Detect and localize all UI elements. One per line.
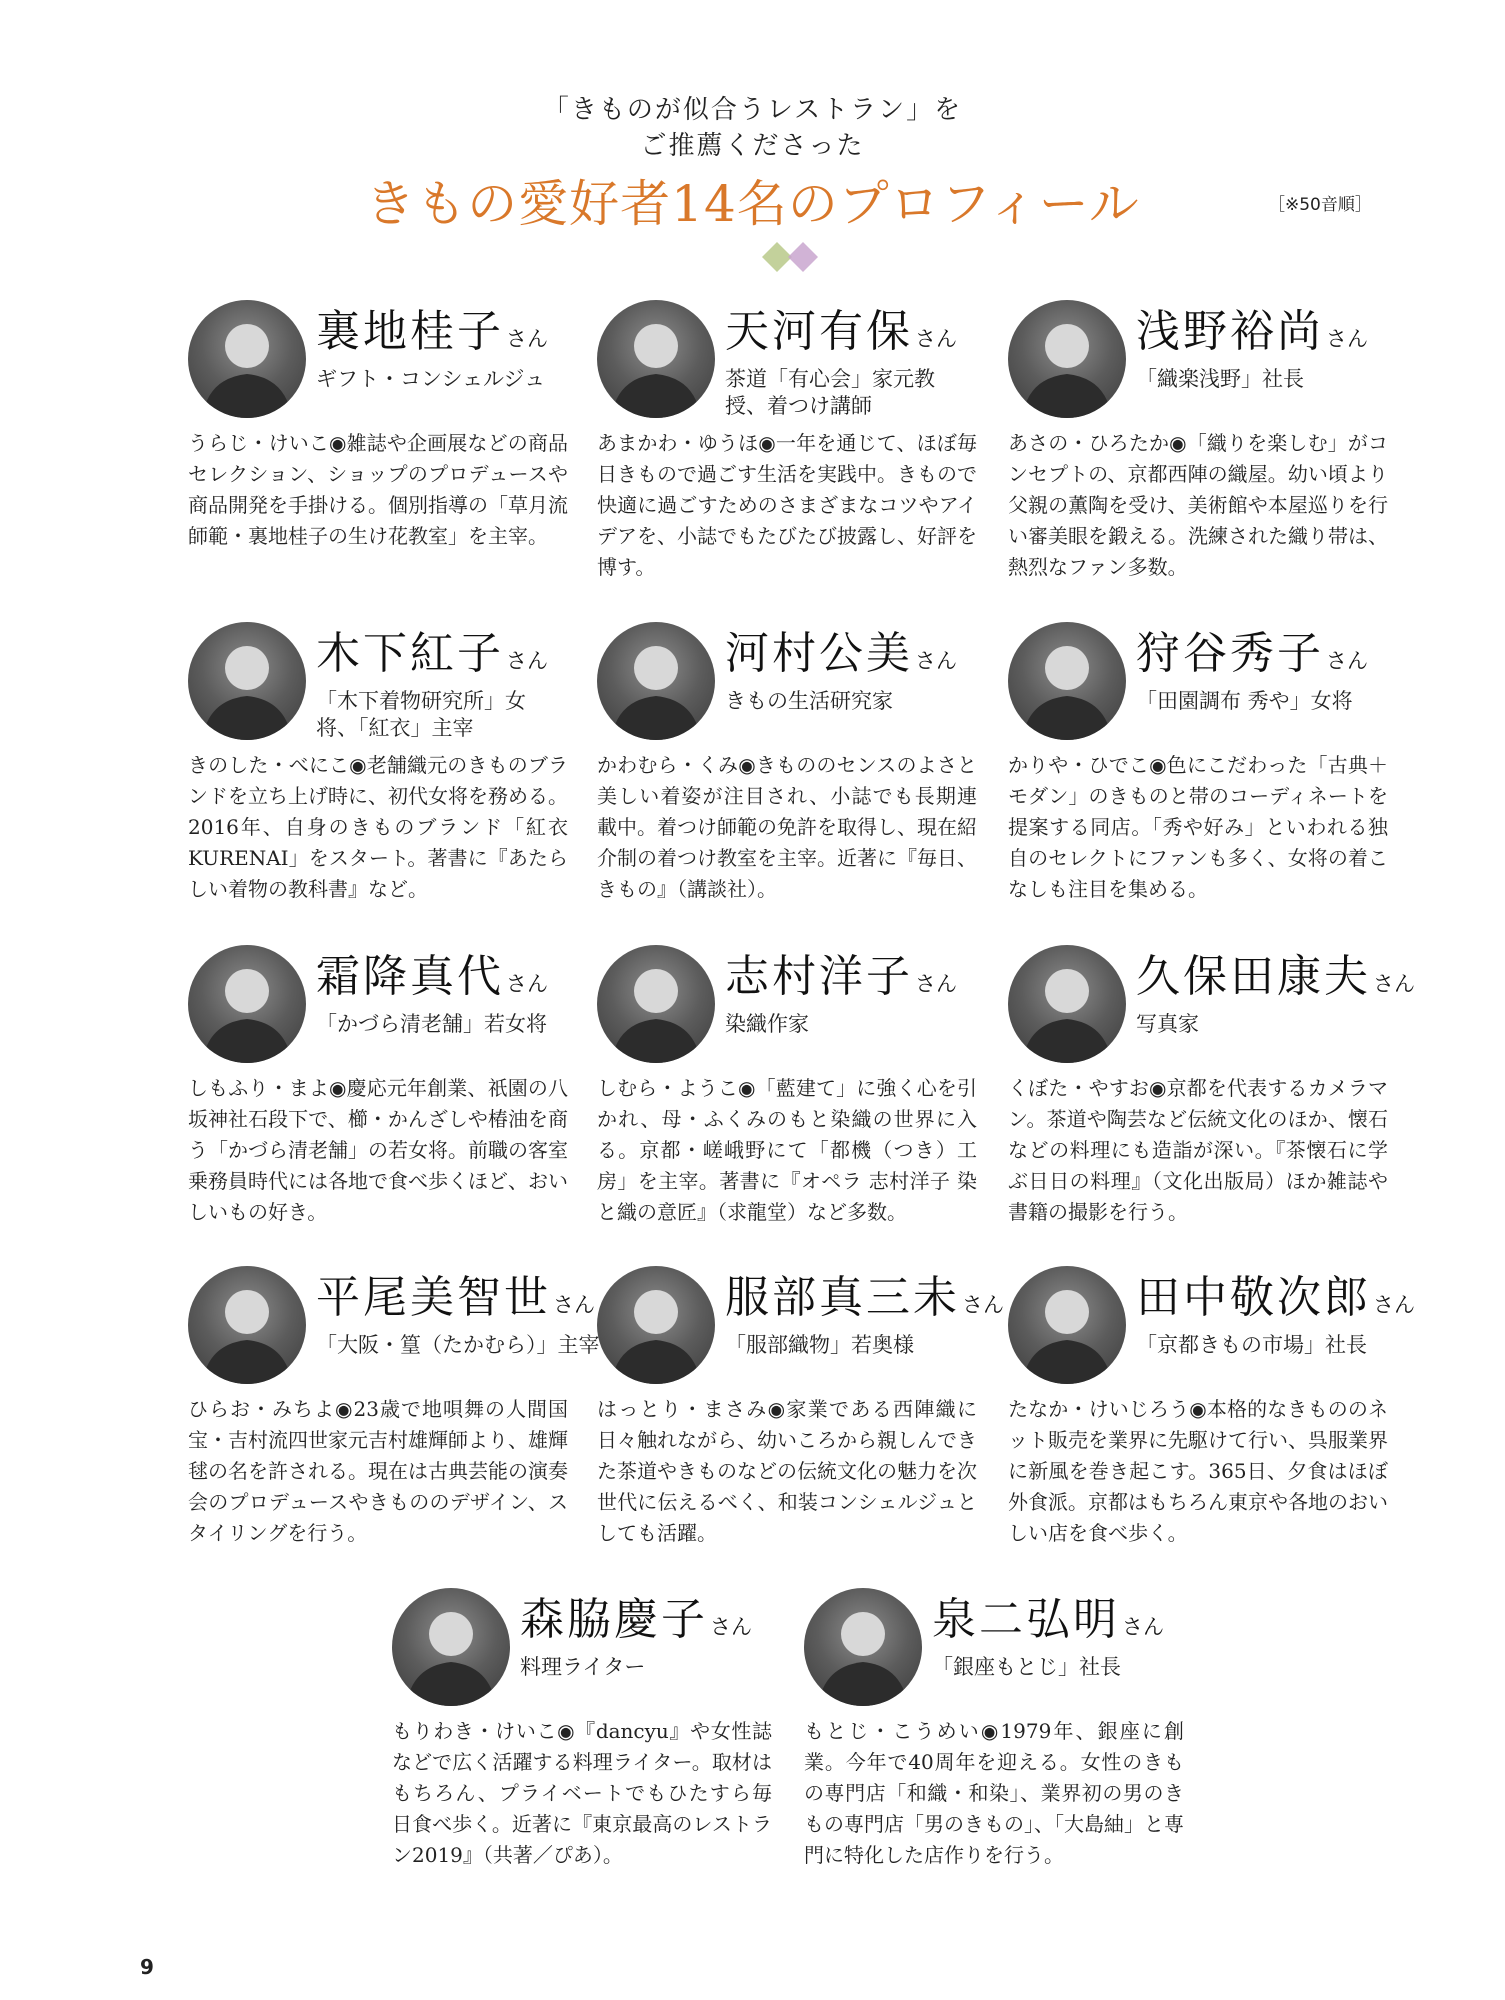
person-name: 志村洋子さん [725, 951, 957, 1002]
honorific: さん [1373, 972, 1415, 996]
profile-card [597, 300, 977, 600]
portrait-photo [597, 1266, 715, 1384]
person-title: 「織楽浅野」社長 [1136, 367, 1304, 391]
profile-card [597, 1266, 1004, 1566]
person-bio: もりわき・けいこ◉『dancyu』や女性誌などで広く活躍する料理ライター。取材はもちろん、プライベートでもひたすら毎日食べ歩く。近著に『東京最高のレストラン2019』（共著／ぴあ）。 [392, 1719, 772, 1867]
person-title: 「かづら清老舗」若女将 [316, 1012, 547, 1036]
person-title: 染織作家 [725, 1012, 809, 1036]
honorific: さん [1122, 1615, 1164, 1639]
person-bio: かわむら・くみ◉きもののセンスのよさと美しい着姿が注目され、小誌でも長期連載中。着つけ師範の免許を取得し、現在紹介制の着つけ教室を主宰。近著に『毎日、きもの』（講談社）。 [597, 753, 977, 901]
person-title: 「服部織物」若奥様 [725, 1333, 914, 1357]
portrait-photo [597, 945, 715, 1063]
honorific: さん [1326, 327, 1368, 351]
sort-order-note: ［※50音順］ [1268, 195, 1372, 215]
profile-card [188, 622, 568, 922]
portrait-photo [188, 300, 306, 418]
portrait-photo [597, 622, 715, 740]
person-name: 木下紅子さん [316, 628, 548, 679]
person-title: 茶道「有心会」家元教授、着つけ講師 [725, 367, 935, 418]
honorific: さん [1373, 1293, 1415, 1317]
person-name: 田中敬次郎さん [1136, 1272, 1415, 1323]
honorific: さん [962, 1293, 1004, 1317]
person-title: 「京都きもの市場」社長 [1136, 1333, 1367, 1357]
person-title: 「田園調布 秀や」女将 [1136, 689, 1353, 713]
person-name: 久保田康夫さん [1136, 951, 1415, 1002]
honorific: さん [1326, 649, 1368, 673]
honorific: さん [915, 972, 957, 996]
profile-card [597, 622, 977, 922]
person-title: きもの生活研究家 [725, 689, 893, 713]
person-bio: もとじ・こうめい◉1979年、銀座に創業。今年で40周年を迎える。女性のきもの専門店「和織・和染」、業界初の男のきもの専門店「男のきもの」、「大島紬」と専門に特化した店作りを行う。 [804, 1719, 1184, 1867]
portrait-photo [1008, 622, 1126, 740]
person-bio: はっとり・まさみ◉家業である西陣織に日々触れながら、幼いころから親しんできた茶道やきものなどの伝統文化の魅力を次世代に伝えるべく、和装コンシェルジュとしても活躍。 [597, 1397, 977, 1545]
portrait-photo [597, 300, 715, 418]
person-bio: たなか・けいじろう◉本格的なきもののネット販売を業界に先駆けて行い、呉服業界に新風を巻き起こす。365日、夕食はほぼ外食派。京都はもちろん東京や各地のおいしい店を食べ歩く。 [1008, 1397, 1388, 1545]
portrait-photo [804, 1588, 922, 1706]
diamond-ornament-icon [761, 240, 819, 274]
portrait-photo [188, 622, 306, 740]
person-name: 狩谷秀子さん [1136, 628, 1368, 679]
honorific: さん [915, 649, 957, 673]
profile-card [188, 300, 568, 600]
portrait-photo [392, 1588, 510, 1706]
person-bio: ひらお・みちよ◉23歳で地唄舞の人間国宝・吉村流四世家元吉村雄輝師より、雄輝毬の名を許される。現在は古典芸能の演奏会のプロデュースやきもののデザイン、スタイリングを行う。 [188, 1397, 568, 1545]
person-title: 「銀座もとじ」社長 [932, 1655, 1121, 1679]
profile-card [597, 945, 977, 1245]
person-bio: かりや・ひでこ◉色にこだわった「古典＋モダン」のきものと帯のコーディネートを提案する同店。「秀や好み」といわれる独自のセレクトにファンも多く、女将の着こなしも注目を集める。 [1008, 753, 1388, 901]
profile-card [188, 945, 568, 1245]
person-bio: しむら・ようこ◉「藍建て」に強く心を引かれ、母・ふくみのもと染織の世界に入る。京都・嵯峨野にて「都機（つき）工房」を主宰。著書に『オペラ 志村洋子 染と織の意匠』（求龍堂）など多数。 [597, 1076, 977, 1224]
person-name: 天河有保さん [725, 306, 957, 357]
honorific: さん [553, 1293, 595, 1317]
person-title: 料理ライター [520, 1655, 646, 1679]
subtitle-line-2: ご推薦くださった [640, 131, 865, 161]
portrait-photo [1008, 300, 1126, 418]
person-name: 裏地桂子さん [316, 306, 548, 357]
profile-card [1008, 622, 1388, 922]
person-title: 「大阪・篁（たかむら）」主宰 [316, 1333, 600, 1357]
page-header [0, 92, 1505, 240]
portrait-photo [188, 1266, 306, 1384]
person-name: 平尾美智世さん [316, 1272, 595, 1323]
person-name: 浅野裕尚さん [1136, 306, 1368, 357]
person-name: 服部真三未さん [725, 1272, 1004, 1323]
profile-card [804, 1588, 1184, 1888]
profile-card [392, 1588, 772, 1888]
person-title: 「木下着物研究所」女将、「紅衣」主宰 [316, 689, 526, 740]
honorific: さん [506, 649, 548, 673]
profile-card [1008, 300, 1388, 600]
person-title: ギフト・コンシェルジュ [316, 367, 546, 391]
honorific: さん [506, 972, 548, 996]
person-bio: くぼた・やすお◉京都を代表するカメラマン。茶道や陶芸など伝統文化のほか、懐石などの料理にも造詣が深い。『茶懐石に学ぶ日日の料理』（文化出版局）ほか雑誌や書籍の撮影を行う。 [1008, 1076, 1388, 1224]
person-bio: うらじ・けいこ◉雑誌や企画展などの商品セレクション、ショップのプロデュースや商品開発を手掛ける。個別指導の「草月流師範・裏地桂子の生け花教室」を主宰。 [188, 431, 568, 548]
portrait-photo [1008, 945, 1126, 1063]
person-title: 写真家 [1136, 1012, 1199, 1036]
honorific: さん [915, 327, 957, 351]
person-bio: あさの・ひろたか◉「織りを楽しむ」がコンセプトの、京都西陣の織屋。幼い頃より父親の薫陶を受け、美術館や本屋巡りを行い審美眼を鍛える。洗練された織り帯は、熱烈なファン多数。 [1008, 431, 1388, 579]
portrait-photo [188, 945, 306, 1063]
profile-card [1008, 1266, 1415, 1566]
honorific: さん [710, 1615, 752, 1639]
person-bio: しもふり・まよ◉慶応元年創業、祇園の八坂神社石段下で、櫛・かんざしや椿油を商う「かづら清老舗」の若女将。前職の客室乗務員時代には各地で食べ歩くほど、おいしいもの好き。 [188, 1076, 568, 1224]
person-name: 泉二弘明さん [932, 1594, 1164, 1645]
portrait-photo [1008, 1266, 1126, 1384]
page-number: 9 [140, 1955, 154, 1979]
person-name: 霜降真代さん [316, 951, 548, 1002]
person-bio: あまかわ・ゆうほ◉一年を通じて、ほぼ毎日きもので過ごす生活を実践中。きもので快適に過ごすためのさまざまなコツやアイデアを、小誌でもたびたび披露し、好評を博す。 [597, 431, 977, 579]
subtitle-line-1: 「きものが似合うレストラン」を [542, 95, 963, 125]
person-bio: きのした・べにこ◉老舗織元のきものブランドを立ち上げ時に、初代女将を務める。2016年、自身のきものブランド「紅衣 KURENAI」をスタート。著書に『あたらしい着物の教科書』など。 [188, 753, 568, 901]
person-name: 河村公美さん [725, 628, 957, 679]
profile-card [188, 1266, 600, 1566]
profile-card [1008, 945, 1415, 1245]
page-title: きもの愛好者14名のプロフィール [365, 175, 1140, 233]
person-name: 森脇慶子さん [520, 1594, 752, 1645]
honorific: さん [506, 327, 548, 351]
